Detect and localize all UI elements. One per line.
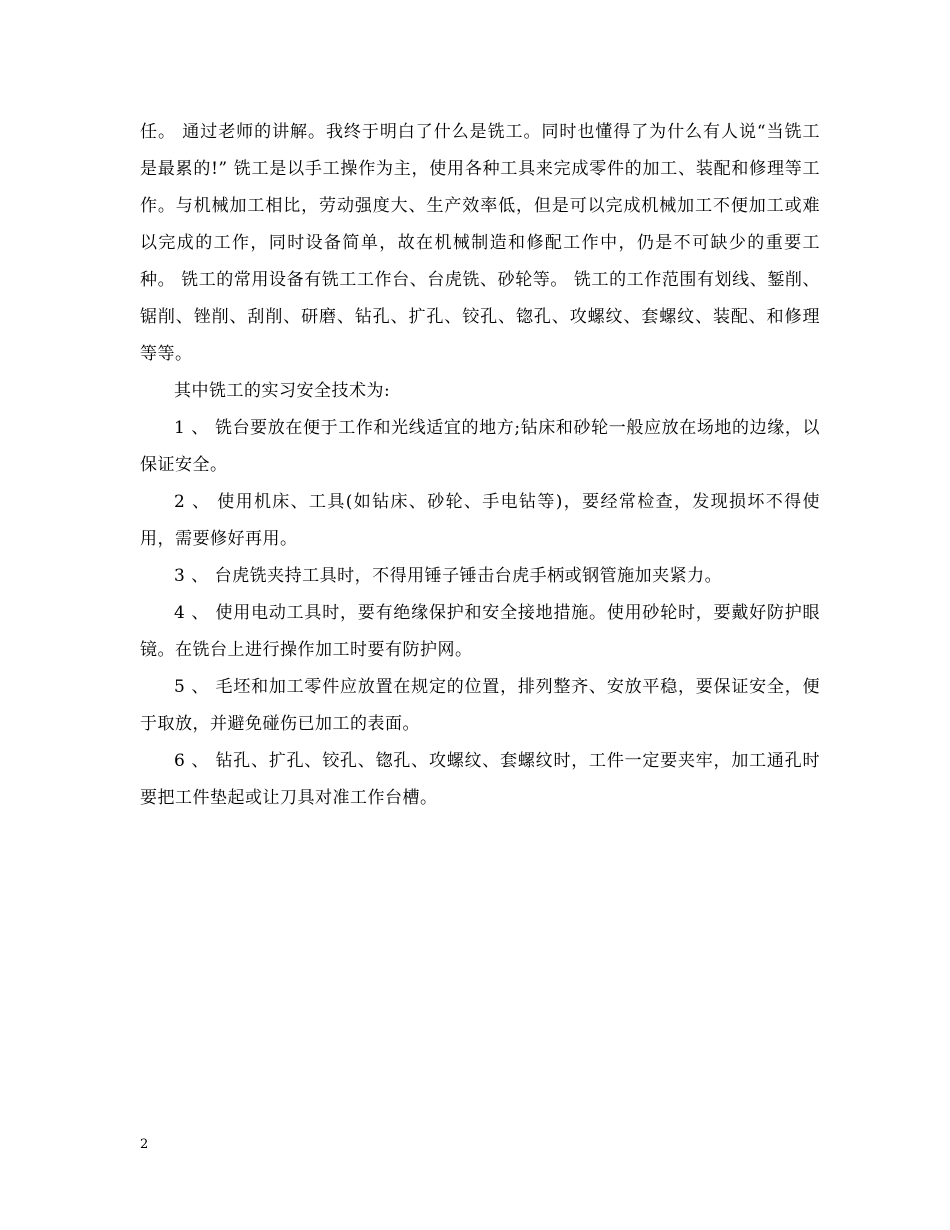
list-item-safety-2: 2 、 使用机床、工具(如钻床、砂轮、手电钻等)，要经常检查，发现损坏不得使用，需要修好再用。 — [140, 492, 820, 549]
list-item-safety-6: 6 、 钻孔、扩孔、铰孔、锪孔、攻螺纹、套螺纹时，工件一定要夹牢，加工通孔时要把工件垫起或让刀具对准工作台槽。 — [140, 751, 820, 808]
document-body — [140, 114, 820, 817]
list-item-safety-3: 3 、 台虎铣夹持工具时，不得用锤子锤击台虎手柄或钢管施加夹紧力。 — [174, 566, 723, 586]
paragraph-intro: 任。 通过老师的讲解。我终于明白了什么是铣工。同时也懂得了为什么有人说“当铣工是最累的!” 铣工是以手工操作为主，使用各种工具来完成零件的加工、装配和修理等工作。与机械加工相比，劳动强度大、生产效率低，但是可以完成机械加工不便加工或难以完成的工作，同时设备简单，故在机械制造和修配工作中，仍是不可缺少的重要工种。 铣工的常用设备有铣工工作台、台虎铣、砂轮等。 铣工的工作范围有划线、錾削、锯削、锉削、刮削、研磨、钻孔、扩孔、铰孔、锪孔、攻螺纹、套螺纹、装配、和修理等等。 — [140, 122, 820, 364]
page-number: 2 — [140, 1137, 149, 1152]
list-item-safety-5: 5 、 毛坯和加工零件应放置在规定的位置，排列整齐、安放平稳，要保证安全，便于取放，并避免碰伤已加工的表面。 — [140, 677, 820, 734]
list-item-safety-4: 4 、 使用电动工具时，要有绝缘保护和安全接地措施。使用砂轮时，要戴好防护眼镜。在铣台上进行操作加工时要有防护网。 — [140, 603, 820, 660]
paragraph-safety-heading: 其中铣工的实习安全技术为: — [174, 381, 391, 401]
list-item-safety-1: 1 、 铣台要放在便于工作和光线适宜的地方;钻床和砂轮一般应放在场地的边缘，以保证安全。 — [140, 418, 820, 475]
